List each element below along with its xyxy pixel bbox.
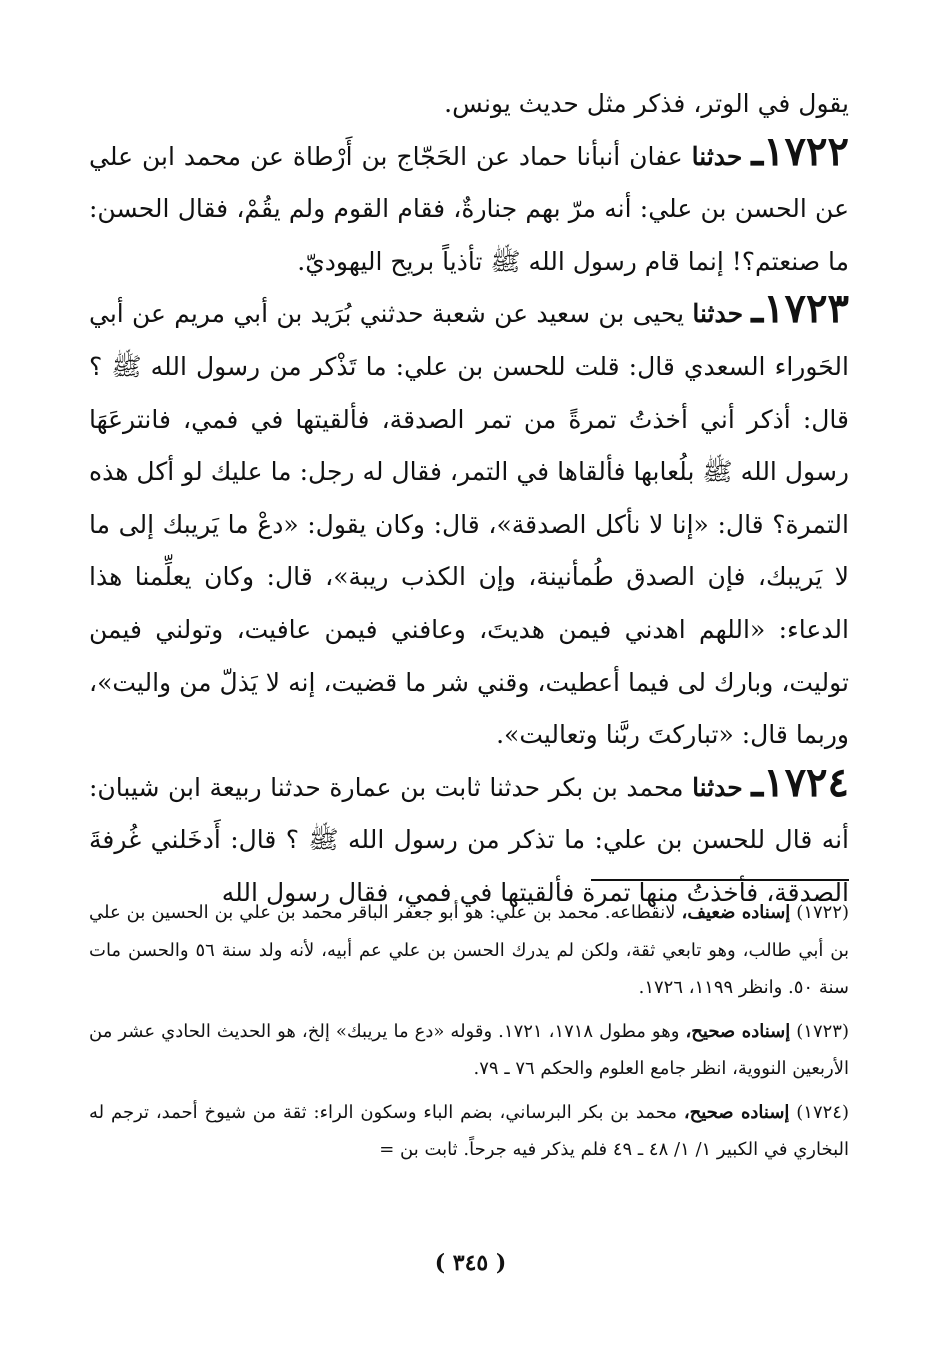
footnote-text: لانقطاعه. محمد بن علي: هو أبو جعفر الباقر محمد بن علي بن الحسين بن علي بن أبي طالب، وهو تابعي ثقة، ولكن لم يدرك الحسن بن علي عم أبيه، لأنه ولد سنة ٥٦ والحسن مات سنة ٥٠. وانظر ١١٩٩، ١٧٢٦. bbox=[89, 902, 849, 998]
hadith-text: عفان أنبأنا حماد عن الحَجّاج بن أَرْطاة عن محمد ابن علي عن الحسن بن علي: أنه مرّ بهم جنارةٌ، فقام القوم ولم يقُمْ، فقال الحسن: ما صنعتم؟! إنما قام رسول الله ﷺ تأذياً بريح اليهوديّ. bbox=[89, 141, 849, 276]
hadith-lead: حدثنا bbox=[691, 141, 743, 171]
footnote-label: إسناده ضعيف، bbox=[681, 902, 791, 923]
hadith-text: يحيى بن سعيد عن شعبة حدثني بُرَيد بن أبي مريم عن أبي الحَوراء السعدي قال: قلت للحسن بن علي: ما تَذْكر من رسول الله ﷺ ؟ قال: أذكر أني أخذتُ تمرةً من تمر الصدقة، فألقيتها في فمي، فانترعَهَا رسول الله ﷺ بلُعابها فألقاها في التمر، فقال له رجل: ما عليك لو أكل هذه التمرة؟ قال: «إنا لا نأكل الصدقة»، قال: وكان يقول: «دعْ ما يَريبك إلى ما لا يَريبك، فإن الصدق طُمأنينة، وإن الكذب ريبة»، قال: وكان يعلِّمنا هذا الدعاء: «اللهم اهدني فيمن هديتَ، وعافني فيمن عافيت، وتولني فيمن توليت، وبارك لى فيما أعطيت، وقني شر ما قضيت، إنه لا يَذلّ من واليت»، وربما قال: «تباركتَ ربَّنا وتعاليت». bbox=[89, 299, 849, 750]
hadith-number: ١٧٢٢ـ bbox=[751, 127, 849, 175]
footnote-label: إسناده صحيح، bbox=[685, 1020, 791, 1042]
footnote-1722 bbox=[89, 894, 849, 1007]
footnote-1724 bbox=[89, 1094, 849, 1169]
footnotes bbox=[89, 894, 849, 1175]
hadith-1722 bbox=[89, 127, 849, 289]
footnote-number: (١٧٢٤) bbox=[796, 1101, 849, 1123]
main-text bbox=[89, 78, 849, 920]
page-number: ( ٣٤٥ ) bbox=[434, 1250, 507, 1276]
footnote-number: (١٧٢٣) bbox=[796, 1020, 849, 1042]
hadith-1723 bbox=[89, 285, 849, 761]
hadith-number: ١٧٢٤ـ bbox=[751, 758, 850, 806]
footnote-text: وهو مطول ١٧١٨، ١٧٢١. وقوله «دع ما يريبك» إلخ، هو الحديث الحادي عشر من الأربعين النووية، انظر جامع العلوم والحكم ٧٦ ـ ٧٩. bbox=[89, 1020, 849, 1079]
hadith-text: محمد بن بكر حدثنا ثابت بن عمارة حدثنا ربيعة ابن شيبان: أنه قال للحسن بن علي: ما تذكر من رسول الله ﷺ ؟ قال: أَدخَلني غُرفةَ الصدقة، فأخذتُ منها تمرة فألقيتها في فمي، فقال رسول الله bbox=[89, 772, 849, 907]
hadith-number: ١٧٢٣ـ bbox=[751, 285, 849, 333]
footnote-label: إسناده صحيح، bbox=[683, 1101, 790, 1123]
footnote-text: محمد بن بكر البرساني، بضم الباء وسكون الراء: ثقة من شيوخ أحمد، ترجم له البخاري في الكبير ١/ ١/ ٤٨ ـ ٤٩ فلم يذكر فيه جرحاً. ثابت بن = bbox=[89, 1101, 849, 1160]
footnote-divider bbox=[591, 879, 849, 881]
intro-line: يقول في الوتر، فذكر مثل حديث يونس. bbox=[444, 89, 849, 118]
footnote-number: (١٧٢٢) bbox=[796, 902, 850, 923]
hadith-lead: حدثنا bbox=[692, 299, 744, 329]
hadith-lead: حدثنا bbox=[692, 772, 743, 802]
footnote-1723 bbox=[89, 1013, 849, 1088]
